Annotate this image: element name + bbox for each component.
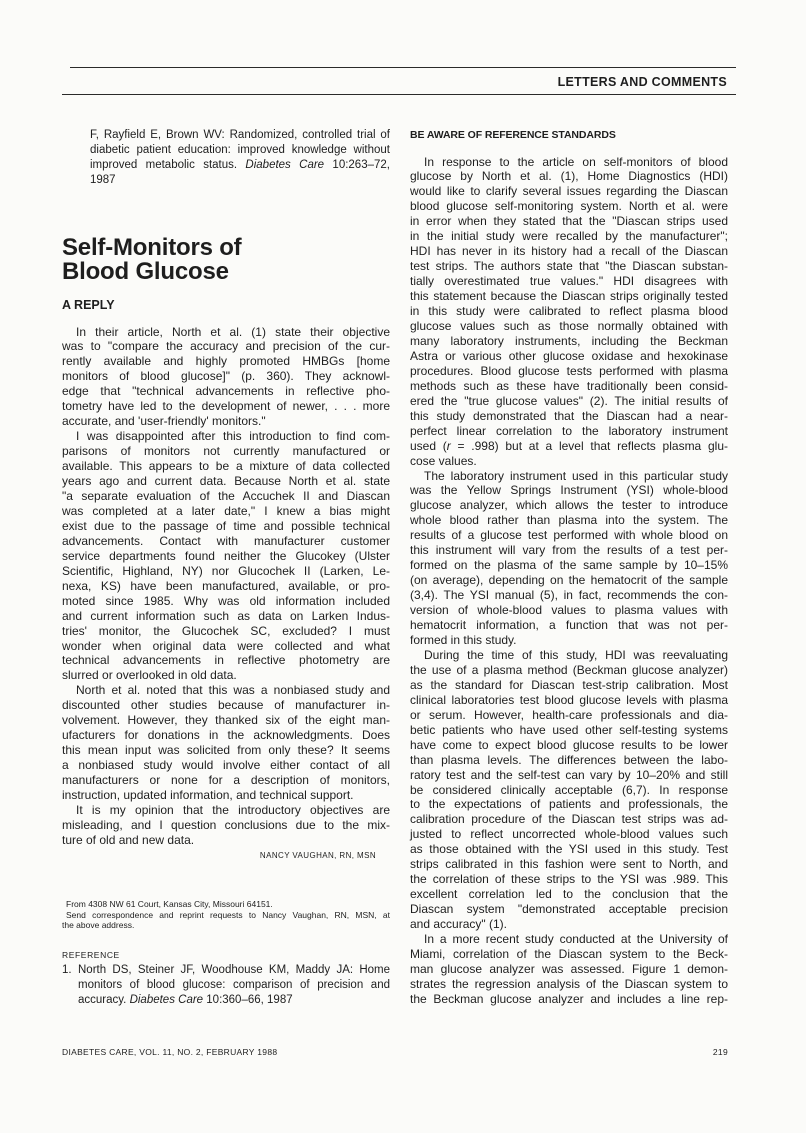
header-rule-bottom [62,94,736,95]
article-subhead: A REPLY [62,298,115,312]
text-line: ered the "true glucose values" (2). The initial results of [410,393,728,408]
text-line: this study demonstrated that the Diascan had a near- [410,408,728,423]
text-line: or serum. However, health-care professionals and dia- [410,707,728,722]
text-line: strips calibrated in this fashion were sent to North, and [410,857,728,872]
text-line: have come to expect blood glucose results to be lower [410,737,728,752]
text-line: formed in this study. [410,633,517,647]
text-line: ratory test and the self-test can vary by 10–20% and still [410,767,728,782]
affiliation-line: the above address. [62,920,135,930]
text-segment: accuracy. [78,993,130,1006]
text-line: service departments found neither the Glucokey (Ulster [62,548,390,563]
text-line: manufacturers or none for a description of monitors, [62,773,390,788]
text-line: this statement because the Diascan strips originally tested [410,289,728,304]
text-line: In a more recent study conducted at the University of [424,932,728,947]
body-paragraph [62,683,390,803]
text-line: the Beckman glucose analyzer and includes a line rep- [410,991,728,1006]
text-line: ufacturers for donations in the acknowledgments. Does [62,728,390,743]
text-line: glucose analyzer, which allows the tester to introduce [410,498,728,513]
reference-continuation [90,128,390,188]
text-line: tries' monitor, the Glucochek SC, excluded? I must [62,623,390,638]
author-affiliation [62,899,390,931]
article-title [62,236,241,284]
reference-line [90,158,390,188]
italic-text: r [446,438,451,453]
text-segment: = .998) but at a level that reflects plasma glu- [450,438,728,453]
text-segment: 10:360–66, 1987 [203,993,293,1006]
text-line: as the standard for Diascan test-strip calibration. Most [410,677,728,692]
text-line: cose values. [410,453,477,468]
text-line: blood glucose self-monitoring system. North et al. were [410,199,728,214]
text-line: calibration procedure of the Diascan test strips was ad- [410,812,728,827]
text-line: HDI has never in its history had a recall of the Diascan [410,244,728,259]
text-segment: improved metabolic status. [90,158,246,171]
affiliation-paragraph [62,910,390,931]
text-line: Astra or various other glucose oxidase and hexokinase [410,348,728,363]
text-line: I was disappointed after this introduction to find com- [76,429,390,444]
text-line: as those obtained with the YSI used in this study. Test [410,842,728,857]
text-line: moted since 1985. Why was old information included [62,593,390,608]
reference-line: monitors of blood glucose: comparison of precision and [78,978,390,991]
text-line: technical advancements in reflective photometry are [62,653,390,668]
text-line: (on average), depending on the hematocrit of the sample [410,573,728,588]
text-line: available. This appears to be a mixture of data collected [62,459,390,474]
reference-line: North DS, Steiner JF, Woodhouse KM, Maddy JA: Home [78,963,390,976]
text-line: In their article, North et al. (1) state their objective [76,324,390,339]
text-line: Scientific, Highland, NY) nor Glucochek II (Larken, Le- [62,563,390,578]
italic-text: Diabetes Care [129,993,204,1006]
text-line: volvement. However, they thanked six of the eight man- [62,713,390,728]
text-line: justed to reflect uncorrected whole-blood values such [410,827,728,842]
text-line: man glucose analyzer was assessed. Figure 1 demon- [410,961,728,976]
body-paragraph [410,469,728,648]
text-line: In response to the article on self-monitors of blood [424,154,728,169]
page-number: 219 [712,1047,728,1057]
text-line: discounted other studies because of manufacturer in- [62,698,390,713]
affiliation-paragraph [62,899,390,910]
text-line: edge that "technical advancements in reflective pho- [62,384,390,399]
text-line: whole blood rather than plasma into the system. The [410,513,728,528]
reference-line: diabetic patient education: improved knowledge without [90,143,390,156]
text-line: The laboratory instrument used in this particular study [424,468,728,483]
text-line: (3,4). The YSI manual (5), in fact, recommends the con- [410,588,728,603]
text-line: glucose by North et al. (1), Home Diagnostics (HDI) [410,169,728,184]
reference-line [78,993,390,1008]
text-line: clinical laboratories test blood glucose levels with plasma [410,692,728,707]
text-line: than plasma levels. The differences between the labo- [410,752,728,767]
text-line: wonder when original data were collected and what [62,638,390,653]
letter-body [62,325,390,848]
text-line: "a separate evaluation of the Accuchek II and Diascan [62,488,390,503]
text-line: rently available and highly promoted HMBGs [home [62,354,390,369]
text-line: test strips. The authors state that "the Diascan substan- [410,259,728,274]
body-paragraph [62,325,390,430]
body-paragraph [62,429,390,683]
reference-number: 1. [62,963,72,976]
text-line: instruction, updated information, and technical support. [62,788,354,803]
reference-line: F, Rayfield E, Brown WV: Randomized, controlled trial of [90,128,390,141]
author-signature: NANCY VAUGHAN, RN, MSN [259,851,376,860]
footer-journal-info: DIABETES CARE, VOL. 11, NO. 2, FEBRUARY 1988 [62,1047,278,1057]
text-line: procedures. Blood glucose tests performed with plasma [410,363,728,378]
title-line: Self-Monitors of [62,234,242,261]
text-line: nexa, KS) have been manufactured, available, or pro- [62,578,390,593]
text-line: strates the regression analysis of the Diascan system to [410,976,728,991]
body-paragraph [410,648,728,932]
text-line: slurred or overlooked in old data. [62,668,237,683]
text-line [410,439,728,454]
text-segment: 10:263–72, 1987 [90,158,390,186]
references-heading: REFERENCE [62,950,120,960]
text-line: and current information such as data on Larken Indus- [62,608,390,623]
body-paragraph [410,155,728,469]
text-line: monitors of blood glucose]" (p. 360). They acknowl- [62,369,390,384]
text-line: Miami, correlation of the Diascan system to the Beck- [410,947,728,962]
body-paragraph [62,803,390,848]
text-line: in this study were calibrated to reflect plasma blood [410,304,728,319]
text-line: years ago and current data. Because North et al. state [62,474,390,489]
text-line: parisons of monitors not currently manufactured or [62,444,390,459]
text-line: a nonbiased study would involve either contact of all [62,758,390,773]
text-line: betic patients who have used other self-testing systems [410,722,728,737]
affiliation-line: From 4308 NW 61 Court, Kansas City, Missouri 64151. [66,899,273,909]
text-line: results of a glucose test performed with whole blood on [410,528,728,543]
text-line: the correlation of these strips to the YSI was .989. This [410,872,728,887]
italic-text: Diabetes Care [245,158,325,171]
text-line: this instrument will vary from the results of a test per- [410,543,728,558]
reference-item [62,963,390,1008]
text-line: and accuracy" (1). [410,917,507,932]
header-rule-top [70,67,736,68]
text-line: tially overestimated true values." HDI disagrees with [410,274,728,289]
text-line: advancements. Contact with manufacturer customer [62,533,390,548]
letter-body [410,155,728,1007]
text-line: would like to clarify several issues regarding the Diascan [410,184,728,199]
text-line: this mean input was solicited from only these? It seems [62,743,390,758]
text-line: in error when they stated that the "Diascan strips used [410,214,728,229]
text-line: many laboratory instruments, including the Beckman [410,333,728,348]
body-paragraph [410,932,728,1007]
text-line: North et al. noted that this was a nonbiased study and [76,683,390,698]
affiliation-line: Send correspondence and reprint requests to Nancy Vaughan, RN, MSN, at [66,909,390,920]
text-line: excellent correlation led to the conclusion that the [410,887,728,902]
text-line: Diascan system "demonstrated acceptable precision [410,902,728,917]
text-line: ture of old and new data. [62,832,195,847]
text-line: tometry have led to the development of newer, . . . more [62,399,390,414]
text-segment: used ( [410,438,447,453]
text-line: During the time of this study, HDI was reevaluating [424,647,728,662]
text-line: in the initial study were recalled by the manufacturer"; [410,229,728,244]
text-line: be considered clinically acceptable (6,7). In response [410,782,728,797]
text-line: was the Yellow Springs Instrument (YSI) whole-blood [410,483,728,498]
text-line: methods such as these have traditionally been consid- [410,378,728,393]
text-line: hematocrit information, a function that was not per- [410,618,728,633]
text-line: formed on the plasma of the same sample by 10–15% [410,558,728,573]
text-line: was to "compare the accuracy and precision of the cur- [62,339,390,354]
title-line: Blood Glucose [62,258,229,285]
text-line: perfect linear correlation to the laboratory instrument [410,423,728,438]
text-line: version of whole-blood values to plasma values with [410,603,728,618]
text-line: the use of a plasma method (Beckman glucose analyzer) [410,662,728,677]
text-line: accurate, and 'user-friendly' monitors." [62,414,266,429]
text-line: It is my opinion that the introductory objectives are [76,803,390,817]
text-line: exist due to the passage of time and possible technical [62,518,390,533]
section-label: LETTERS AND COMMENTS [557,75,727,89]
text-line: was completed at a later date," I knew a bias might [62,503,390,518]
letter-heading: BE AWARE OF REFERENCE STANDARDS [410,128,616,141]
reference-text [78,963,390,1008]
text-line: glucose values such as those normally obtained with [410,318,728,333]
text-line: to the expectations of patients and professionals, the [410,797,728,812]
text-line: misleading, and I question conclusions due to the mix- [62,817,390,832]
